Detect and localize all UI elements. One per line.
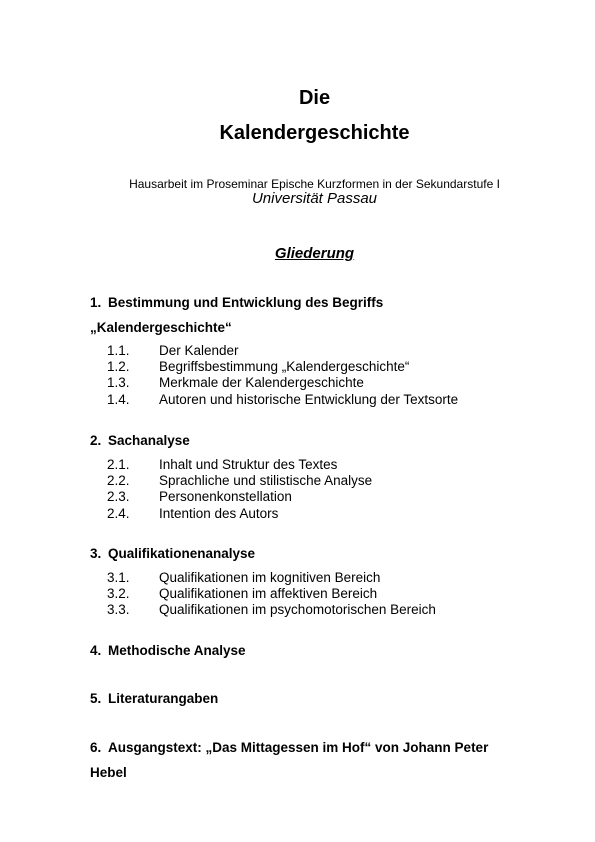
toc-section-title: Bestimmung und Entwicklung des Begriffs: [108, 295, 384, 310]
toc-section-4: [90, 638, 520, 663]
toc-subsection-title: Inhalt und Struktur des Textes: [159, 457, 338, 472]
toc-section-title-continuation: Hebel: [90, 765, 127, 780]
toc-section-heading: [90, 428, 520, 453]
toc-section-5: [90, 686, 520, 711]
toc-subsection-number: 2.4.: [107, 505, 130, 521]
toc-section-6: [90, 735, 520, 785]
university-name: Universität Passau: [251, 190, 378, 207]
toc-section-heading: [90, 541, 520, 566]
toc-section-heading: [90, 735, 520, 760]
toc-subsection-number: 2.3.: [107, 489, 130, 505]
toc-heading: Gliederung: [274, 245, 355, 262]
toc-subsection-title: Qualifikationen im affektiven Bereich: [159, 586, 378, 602]
toc-subsection-number: 1.3.: [107, 375, 130, 391]
toc-section-heading: [90, 638, 520, 663]
toc-section-heading: [90, 290, 520, 315]
toc-section-number: 6.: [90, 740, 102, 755]
toc-subsection-number: 1.2.: [107, 359, 130, 375]
toc-section-2: [90, 428, 520, 522]
toc-subsection-number: 2.2.: [107, 473, 130, 489]
toc-subsection-list: [90, 343, 520, 408]
toc-subsection: [90, 586, 520, 602]
toc-section-number: 1.: [90, 295, 102, 310]
toc-subsection-title: Merkmale der Kalendergeschichte: [159, 375, 364, 391]
toc-subsection: [90, 602, 520, 618]
toc-subsection: [90, 506, 520, 522]
toc-subsection-number: 3.1.: [107, 570, 130, 585]
toc-section-title: Ausgangstext: „Das Mittagessen im Hof“ von Johann Peter: [108, 740, 489, 755]
document-subtitle: Hausarbeit im Proseminar Epische Kurzformen in der Sekundarstufe I: [129, 177, 500, 191]
toc-subsection-title: Personenkonstellation: [159, 489, 292, 505]
toc-subsection-number: 1.1.: [107, 343, 130, 358]
toc-section-title: Sachanalyse: [108, 433, 190, 448]
toc-section-3: [90, 541, 520, 619]
toc-section-number: 3.: [90, 546, 102, 561]
toc-subsection-title: Der Kalender: [159, 343, 239, 358]
toc-subsection: [90, 473, 520, 489]
toc-section-title: Qualifikationenanalyse: [108, 546, 256, 561]
document-title-line-1: Die: [298, 87, 331, 109]
toc-section-1: [90, 290, 520, 408]
toc-subsection: [90, 457, 520, 473]
toc-subsection-list: [90, 570, 520, 619]
toc-subsection: [90, 375, 520, 391]
toc-subsection: [90, 343, 520, 359]
toc-subsection-title: Autoren und historische Entwicklung der Textsorte: [159, 391, 459, 407]
toc-subsection: [90, 489, 520, 505]
toc-section-title: Literaturangaben: [108, 691, 219, 706]
toc-section-title: Methodische Analyse: [108, 643, 246, 658]
toc-section-number: 2.: [90, 433, 102, 448]
toc-subsection-title: Qualifikationen im psychomotorischen Bereich: [159, 602, 436, 618]
toc-section-title-continuation: „Kalendergeschichte“: [90, 320, 232, 335]
toc-subsection: [90, 392, 520, 408]
toc-subsection-title: Intention des Autors: [159, 505, 279, 521]
toc-section-number: 4.: [90, 643, 102, 658]
toc-subsection-number: 3.2.: [107, 586, 130, 602]
toc-subsection-title: Qualifikationen im kognitiven Bereich: [159, 570, 381, 585]
toc-subsection-title: Begriffsbestimmung „Kalendergeschichte“: [159, 359, 410, 375]
document-title-line-2: Kalendergeschichte: [219, 122, 410, 144]
toc-section-number: 5.: [90, 691, 102, 706]
toc-subsection-number: 3.3.: [107, 602, 130, 618]
toc-subsection-title: Sprachliche und stilistische Analyse: [159, 473, 373, 489]
toc-section-heading: [90, 686, 520, 711]
toc-subsection: [90, 359, 520, 375]
toc-subsection-number: 1.4.: [107, 391, 130, 407]
toc-subsection: [90, 570, 520, 586]
toc-subsection-list: [90, 457, 520, 522]
toc-subsection-number: 2.1.: [107, 457, 130, 472]
